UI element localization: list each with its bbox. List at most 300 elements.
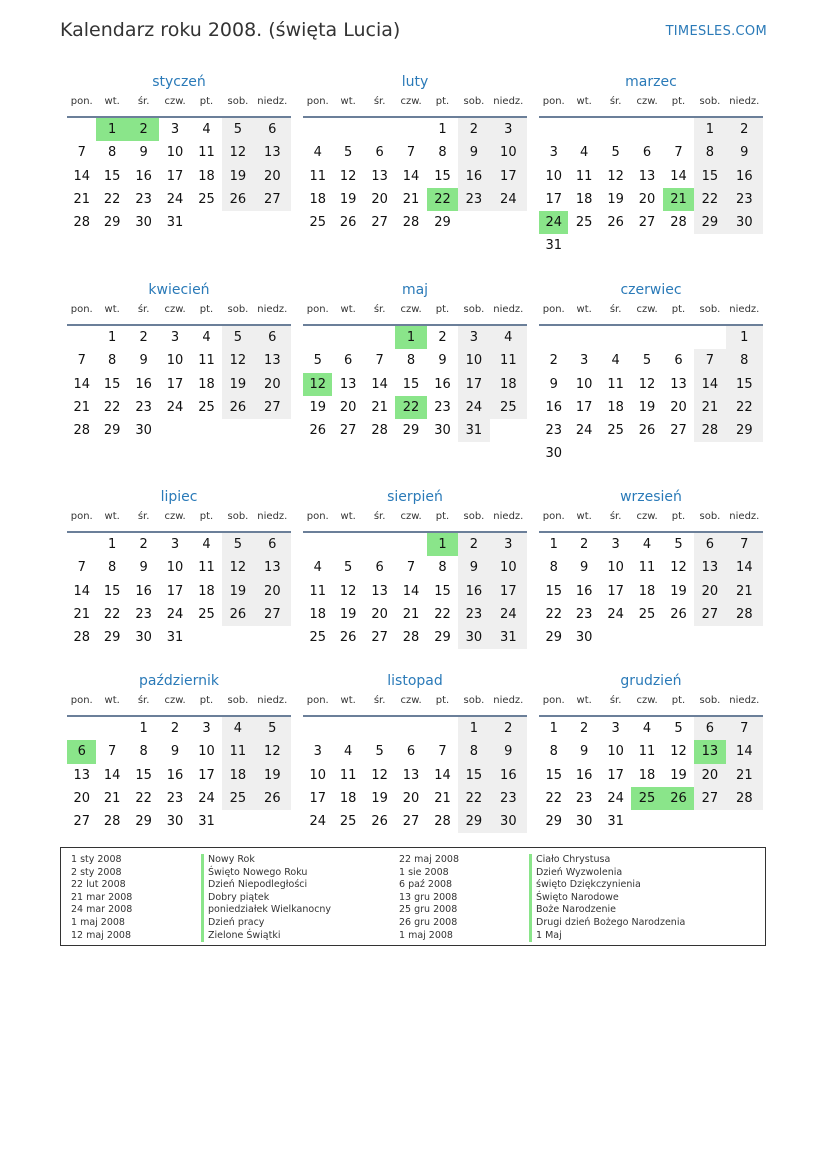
day-cell[interactable]: 17: [490, 580, 527, 603]
day-cell[interactable]: 22: [545, 790, 562, 806]
day-cell[interactable]: 11: [490, 349, 527, 372]
day-cell[interactable]: 6: [406, 744, 416, 760]
day-cell[interactable]: 20: [694, 764, 725, 787]
day-cell[interactable]: 28: [73, 215, 90, 231]
day-cell[interactable]: 17: [575, 399, 593, 415]
day-cell[interactable]: 7: [438, 744, 447, 760]
day-cell[interactable]: 9: [438, 353, 447, 369]
day-cell[interactable]: 26: [371, 814, 388, 830]
day-cell[interactable]: 11: [222, 740, 253, 763]
day-cell[interactable]: 9: [458, 141, 489, 164]
day-cell[interactable]: 15: [726, 373, 763, 396]
day-cell[interactable]: 29: [103, 215, 121, 231]
day-cell[interactable]: 4: [580, 145, 589, 161]
day-cell[interactable]: 12: [339, 583, 357, 599]
day-cell[interactable]: 27: [371, 630, 388, 646]
day-cell[interactable]: 21: [434, 790, 451, 806]
day-cell[interactable]: 24: [490, 603, 527, 626]
day-cell[interactable]: 10: [458, 349, 489, 372]
holiday-day-cell[interactable]: 21: [663, 188, 694, 211]
day-cell[interactable]: 22: [545, 606, 562, 622]
day-cell[interactable]: 20: [254, 580, 291, 603]
day-cell[interactable]: 25: [309, 215, 326, 231]
day-cell[interactable]: 11: [309, 168, 326, 184]
day-cell[interactable]: 22: [135, 790, 152, 806]
day-cell[interactable]: 7: [77, 560, 86, 576]
day-cell[interactable]: 31: [490, 626, 527, 649]
day-cell[interactable]: 30: [166, 814, 184, 830]
day-cell[interactable]: 16: [545, 399, 562, 415]
day-cell[interactable]: 15: [135, 767, 152, 783]
day-cell[interactable]: 9: [490, 740, 527, 763]
day-cell[interactable]: 12: [371, 767, 388, 783]
day-cell[interactable]: 11: [607, 376, 624, 392]
day-cell[interactable]: 20: [254, 373, 291, 396]
day-cell[interactable]: 22: [434, 606, 451, 622]
day-cell[interactable]: 17: [198, 767, 215, 783]
day-cell[interactable]: 21: [371, 399, 388, 415]
day-cell[interactable]: 29: [402, 423, 420, 439]
day-cell[interactable]: 28: [73, 423, 90, 439]
day-cell[interactable]: 23: [458, 188, 489, 211]
day-cell[interactable]: 17: [166, 376, 184, 392]
day-cell[interactable]: 14: [73, 376, 90, 392]
day-cell[interactable]: 30: [726, 211, 763, 234]
day-cell[interactable]: 17: [458, 373, 489, 396]
day-cell[interactable]: 16: [458, 165, 489, 188]
holiday-day-cell[interactable]: 2: [128, 118, 159, 141]
day-cell[interactable]: 1: [726, 326, 763, 349]
day-cell[interactable]: 11: [198, 145, 215, 161]
day-cell[interactable]: 29: [135, 814, 152, 830]
day-cell[interactable]: 4: [313, 145, 322, 161]
day-cell[interactable]: 8: [438, 145, 447, 161]
day-cell[interactable]: 6: [375, 560, 384, 576]
day-cell[interactable]: 6: [254, 118, 291, 141]
day-cell[interactable]: 29: [726, 419, 763, 442]
day-cell[interactable]: 9: [170, 744, 180, 760]
day-cell[interactable]: 16: [458, 580, 489, 603]
day-cell[interactable]: 16: [575, 767, 593, 783]
day-cell[interactable]: 4: [202, 122, 211, 137]
day-cell[interactable]: 7: [694, 349, 725, 372]
day-cell[interactable]: 13: [371, 583, 388, 599]
day-cell[interactable]: 28: [402, 215, 420, 231]
day-cell[interactable]: 7: [674, 145, 683, 161]
day-cell[interactable]: 2: [580, 721, 589, 736]
day-cell[interactable]: 15: [545, 583, 562, 599]
day-cell[interactable]: 30: [575, 630, 593, 646]
day-cell[interactable]: 3: [313, 744, 322, 760]
day-cell[interactable]: 1: [139, 721, 148, 736]
day-cell[interactable]: 31: [458, 419, 489, 442]
day-cell[interactable]: 26: [339, 630, 357, 646]
day-cell[interactable]: 3: [202, 721, 211, 736]
day-cell[interactable]: 12: [638, 376, 656, 392]
day-cell[interactable]: 10: [575, 376, 593, 392]
day-cell[interactable]: 22: [726, 396, 763, 419]
day-cell[interactable]: 9: [549, 376, 558, 392]
day-cell[interactable]: 18: [309, 191, 326, 207]
day-cell[interactable]: 3: [490, 533, 527, 556]
day-cell[interactable]: 23: [575, 606, 593, 622]
day-cell[interactable]: 23: [545, 423, 562, 439]
day-cell[interactable]: 16: [434, 376, 451, 392]
day-cell[interactable]: 9: [580, 744, 589, 760]
day-cell[interactable]: 5: [222, 326, 253, 349]
day-cell[interactable]: 10: [166, 353, 184, 369]
day-cell[interactable]: 18: [638, 767, 656, 783]
day-cell[interactable]: 2: [580, 537, 589, 552]
day-cell[interactable]: 18: [198, 168, 215, 184]
day-cell[interactable]: 18: [607, 399, 624, 415]
day-cell[interactable]: 29: [694, 211, 725, 234]
day-cell[interactable]: 5: [642, 353, 652, 369]
day-cell[interactable]: 19: [339, 606, 357, 622]
day-cell[interactable]: 25: [339, 814, 357, 830]
day-cell[interactable]: 26: [670, 606, 687, 622]
day-cell[interactable]: 13: [402, 767, 420, 783]
day-cell[interactable]: 1: [458, 717, 489, 740]
day-cell[interactable]: 1: [438, 122, 447, 137]
day-cell[interactable]: 2: [170, 721, 180, 736]
day-cell[interactable]: 2: [490, 717, 527, 740]
day-cell[interactable]: 15: [694, 165, 725, 188]
day-cell[interactable]: 5: [344, 145, 353, 161]
day-cell[interactable]: 25: [198, 191, 215, 207]
day-cell[interactable]: 25: [198, 399, 215, 415]
site-link[interactable]: TIMESLES.COM: [665, 24, 767, 39]
day-cell[interactable]: 12: [254, 740, 291, 763]
day-cell[interactable]: 30: [434, 423, 451, 439]
day-cell[interactable]: 30: [135, 423, 152, 439]
day-cell[interactable]: 8: [694, 141, 725, 164]
day-cell[interactable]: 28: [402, 630, 420, 646]
day-cell[interactable]: 7: [77, 145, 86, 161]
holiday-day-cell[interactable]: 12: [303, 373, 332, 396]
day-cell[interactable]: 21: [402, 191, 420, 207]
day-cell[interactable]: 17: [607, 583, 624, 599]
holiday-day-cell[interactable]: 24: [539, 211, 568, 234]
day-cell[interactable]: 29: [103, 630, 121, 646]
day-cell[interactable]: 7: [726, 533, 763, 556]
day-cell[interactable]: 4: [611, 353, 620, 369]
day-cell[interactable]: 9: [726, 141, 763, 164]
day-cell[interactable]: 18: [490, 373, 527, 396]
day-cell[interactable]: 13: [694, 556, 725, 579]
day-cell[interactable]: 18: [222, 764, 253, 787]
day-cell[interactable]: 5: [313, 353, 322, 369]
day-cell[interactable]: 27: [694, 787, 725, 810]
day-cell[interactable]: 22: [458, 787, 489, 810]
day-cell[interactable]: 20: [402, 790, 420, 806]
day-cell[interactable]: 27: [638, 215, 656, 231]
day-cell[interactable]: 18: [198, 583, 215, 599]
day-cell[interactable]: 1: [108, 330, 117, 345]
holiday-day-cell[interactable]: 1: [427, 533, 458, 556]
day-cell[interactable]: 2: [139, 330, 148, 345]
day-cell[interactable]: 26: [222, 396, 253, 419]
day-cell[interactable]: 4: [490, 326, 527, 349]
holiday-day-cell[interactable]: 1: [395, 326, 426, 349]
day-cell[interactable]: 2: [139, 537, 148, 552]
day-cell[interactable]: 20: [339, 399, 357, 415]
holiday-day-cell[interactable]: 13: [694, 740, 725, 763]
day-cell[interactable]: 3: [549, 145, 558, 161]
day-cell[interactable]: 24: [490, 188, 527, 211]
day-cell[interactable]: 27: [254, 396, 291, 419]
day-cell[interactable]: 1: [549, 537, 558, 552]
day-cell[interactable]: 20: [254, 165, 291, 188]
day-cell[interactable]: 28: [726, 603, 763, 626]
day-cell[interactable]: 30: [490, 810, 527, 833]
day-cell[interactable]: 23: [490, 787, 527, 810]
day-cell[interactable]: 19: [309, 399, 326, 415]
day-cell[interactable]: 6: [375, 145, 384, 161]
day-cell[interactable]: 2: [438, 330, 447, 345]
day-cell[interactable]: 19: [670, 583, 687, 599]
day-cell[interactable]: 7: [406, 145, 416, 161]
day-cell[interactable]: 10: [545, 168, 562, 184]
day-cell[interactable]: 20: [638, 191, 656, 207]
day-cell[interactable]: 25: [198, 606, 215, 622]
day-cell[interactable]: 4: [313, 560, 322, 576]
day-cell[interactable]: 13: [371, 168, 388, 184]
day-cell[interactable]: 29: [545, 630, 562, 646]
day-cell[interactable]: 25: [607, 423, 624, 439]
day-cell[interactable]: 20: [670, 399, 687, 415]
day-cell[interactable]: 9: [580, 560, 589, 576]
day-cell[interactable]: 2: [549, 353, 558, 369]
day-cell[interactable]: 10: [309, 767, 326, 783]
day-cell[interactable]: 5: [674, 721, 683, 736]
day-cell[interactable]: 8: [549, 560, 558, 576]
day-cell[interactable]: 10: [166, 560, 184, 576]
day-cell[interactable]: 15: [103, 583, 121, 599]
day-cell[interactable]: 13: [73, 767, 90, 783]
day-cell[interactable]: 13: [254, 349, 291, 372]
day-cell[interactable]: 26: [607, 215, 624, 231]
day-cell[interactable]: 28: [670, 215, 687, 231]
day-cell[interactable]: 31: [166, 630, 184, 646]
day-cell[interactable]: 21: [73, 606, 90, 622]
day-cell[interactable]: 15: [103, 168, 121, 184]
holiday-day-cell[interactable]: 22: [395, 396, 426, 419]
day-cell[interactable]: 21: [726, 580, 763, 603]
day-cell[interactable]: 5: [222, 118, 253, 141]
day-cell[interactable]: 26: [638, 423, 656, 439]
day-cell[interactable]: 14: [670, 168, 687, 184]
day-cell[interactable]: 8: [108, 145, 117, 161]
day-cell[interactable]: 21: [694, 396, 725, 419]
day-cell[interactable]: 27: [73, 814, 90, 830]
day-cell[interactable]: 4: [202, 537, 211, 552]
day-cell[interactable]: 30: [575, 814, 593, 830]
day-cell[interactable]: 28: [103, 814, 121, 830]
day-cell[interactable]: 7: [77, 353, 86, 369]
day-cell[interactable]: 5: [375, 744, 384, 760]
day-cell[interactable]: 31: [166, 215, 184, 231]
day-cell[interactable]: 20: [694, 580, 725, 603]
day-cell[interactable]: 17: [490, 165, 527, 188]
day-cell[interactable]: 13: [339, 376, 357, 392]
day-cell[interactable]: 31: [545, 238, 562, 254]
day-cell[interactable]: 28: [694, 419, 725, 442]
day-cell[interactable]: 12: [222, 349, 253, 372]
day-cell[interactable]: 14: [402, 583, 420, 599]
day-cell[interactable]: 10: [607, 744, 624, 760]
day-cell[interactable]: 25: [638, 606, 656, 622]
day-cell[interactable]: 18: [309, 606, 326, 622]
day-cell[interactable]: 23: [135, 606, 152, 622]
day-cell[interactable]: 25: [222, 787, 253, 810]
day-cell[interactable]: 19: [254, 764, 291, 787]
day-cell[interactable]: 4: [642, 537, 652, 552]
day-cell[interactable]: 25: [490, 396, 527, 419]
day-cell[interactable]: 23: [135, 191, 152, 207]
day-cell[interactable]: 23: [458, 603, 489, 626]
day-cell[interactable]: 29: [545, 814, 562, 830]
day-cell[interactable]: 10: [490, 141, 527, 164]
day-cell[interactable]: 24: [309, 814, 326, 830]
day-cell[interactable]: 19: [638, 399, 656, 415]
day-cell[interactable]: 28: [726, 787, 763, 810]
day-cell[interactable]: 18: [198, 376, 215, 392]
day-cell[interactable]: 4: [344, 744, 353, 760]
day-cell[interactable]: 13: [670, 376, 687, 392]
day-cell[interactable]: 26: [339, 215, 357, 231]
day-cell[interactable]: 6: [674, 353, 683, 369]
day-cell[interactable]: 17: [607, 767, 624, 783]
holiday-day-cell[interactable]: 1: [96, 118, 127, 141]
day-cell[interactable]: 23: [575, 790, 593, 806]
day-cell[interactable]: 27: [402, 814, 420, 830]
day-cell[interactable]: 28: [371, 423, 388, 439]
day-cell[interactable]: 15: [458, 764, 489, 787]
day-cell[interactable]: 11: [638, 560, 656, 576]
day-cell[interactable]: 6: [254, 533, 291, 556]
holiday-day-cell[interactable]: 22: [427, 188, 458, 211]
day-cell[interactable]: 18: [638, 583, 656, 599]
day-cell[interactable]: 5: [674, 537, 683, 552]
day-cell[interactable]: 23: [166, 790, 184, 806]
day-cell[interactable]: 24: [607, 790, 624, 806]
day-cell[interactable]: 15: [545, 767, 562, 783]
day-cell[interactable]: 8: [458, 740, 489, 763]
day-cell[interactable]: 12: [222, 556, 253, 579]
day-cell[interactable]: 28: [73, 630, 90, 646]
day-cell[interactable]: 24: [166, 399, 184, 415]
day-cell[interactable]: 17: [545, 191, 562, 207]
day-cell[interactable]: 10: [166, 145, 184, 161]
day-cell[interactable]: 4: [202, 330, 211, 345]
day-cell[interactable]: 3: [611, 721, 620, 736]
day-cell[interactable]: 3: [611, 537, 620, 552]
day-cell[interactable]: 3: [580, 353, 589, 369]
day-cell[interactable]: 5: [344, 560, 353, 576]
day-cell[interactable]: 6: [254, 326, 291, 349]
day-cell[interactable]: 21: [73, 399, 90, 415]
day-cell[interactable]: 8: [406, 353, 416, 369]
holiday-day-cell[interactable]: 25: [631, 787, 662, 810]
day-cell[interactable]: 22: [694, 188, 725, 211]
day-cell[interactable]: 26: [309, 423, 326, 439]
day-cell[interactable]: 21: [73, 191, 90, 207]
day-cell[interactable]: 24: [166, 191, 184, 207]
day-cell[interactable]: 14: [434, 767, 451, 783]
day-cell[interactable]: 8: [108, 353, 117, 369]
day-cell[interactable]: 27: [670, 423, 687, 439]
day-cell[interactable]: 4: [222, 717, 253, 740]
day-cell[interactable]: 26: [222, 603, 253, 626]
day-cell[interactable]: 1: [549, 721, 558, 736]
day-cell[interactable]: 13: [254, 556, 291, 579]
day-cell[interactable]: 12: [670, 744, 687, 760]
day-cell[interactable]: 4: [642, 721, 652, 736]
day-cell[interactable]: 24: [198, 790, 215, 806]
day-cell[interactable]: 23: [434, 399, 451, 415]
day-cell[interactable]: 13: [254, 141, 291, 164]
day-cell[interactable]: 15: [434, 168, 451, 184]
day-cell[interactable]: 8: [139, 744, 148, 760]
day-cell[interactable]: 3: [170, 537, 180, 552]
day-cell[interactable]: 12: [670, 560, 687, 576]
day-cell[interactable]: 2: [458, 533, 489, 556]
day-cell[interactable]: 23: [135, 399, 152, 415]
day-cell[interactable]: 5: [254, 717, 291, 740]
day-cell[interactable]: 16: [135, 168, 152, 184]
day-cell[interactable]: 15: [103, 376, 121, 392]
day-cell[interactable]: 30: [135, 215, 152, 231]
day-cell[interactable]: 19: [222, 165, 253, 188]
day-cell[interactable]: 12: [222, 141, 253, 164]
day-cell[interactable]: 31: [607, 814, 624, 830]
day-cell[interactable]: 16: [166, 767, 184, 783]
day-cell[interactable]: 23: [726, 188, 763, 211]
day-cell[interactable]: 24: [166, 606, 184, 622]
day-cell[interactable]: 15: [434, 583, 451, 599]
day-cell[interactable]: 10: [198, 744, 215, 760]
day-cell[interactable]: 3: [170, 122, 180, 137]
day-cell[interactable]: 10: [490, 556, 527, 579]
day-cell[interactable]: 14: [726, 740, 763, 763]
day-cell[interactable]: 9: [458, 556, 489, 579]
day-cell[interactable]: 16: [575, 583, 593, 599]
day-cell[interactable]: 25: [575, 215, 593, 231]
day-cell[interactable]: 29: [434, 215, 451, 231]
day-cell[interactable]: 6: [694, 533, 725, 556]
day-cell[interactable]: 17: [166, 168, 184, 184]
day-cell[interactable]: 20: [371, 191, 388, 207]
day-cell[interactable]: 19: [670, 767, 687, 783]
day-cell[interactable]: 14: [371, 376, 388, 392]
day-cell[interactable]: 16: [490, 764, 527, 787]
day-cell[interactable]: 16: [135, 583, 152, 599]
day-cell[interactable]: 6: [642, 145, 652, 161]
day-cell[interactable]: 20: [371, 606, 388, 622]
day-cell[interactable]: 3: [170, 330, 180, 345]
day-cell[interactable]: 15: [402, 376, 420, 392]
day-cell[interactable]: 22: [103, 399, 121, 415]
day-cell[interactable]: 11: [198, 560, 215, 576]
day-cell[interactable]: 5: [222, 533, 253, 556]
day-cell[interactable]: 9: [139, 560, 148, 576]
day-cell[interactable]: 11: [198, 353, 215, 369]
day-cell[interactable]: 30: [135, 630, 152, 646]
day-cell[interactable]: 28: [434, 814, 451, 830]
day-cell[interactable]: 27: [694, 603, 725, 626]
day-cell[interactable]: 29: [434, 630, 451, 646]
